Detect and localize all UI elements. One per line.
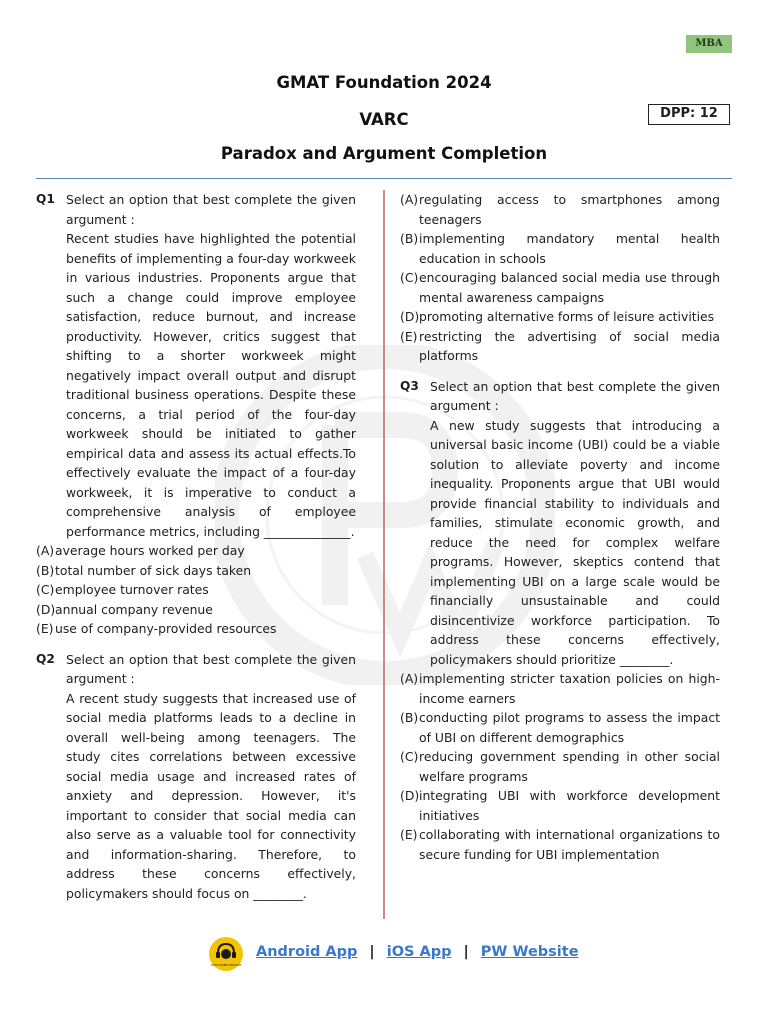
dpp-box: DPP: 12	[648, 104, 730, 125]
option-label: (A)	[400, 192, 419, 207]
question-q2	[36, 650, 356, 904]
ios-app-link[interactable]: iOS App	[386, 944, 452, 960]
option-text: total number of sick days taken	[55, 562, 252, 578]
question-prompt: Select an option that best complete the given argument :	[66, 192, 356, 227]
option-text: use of company-provided resources	[55, 621, 277, 636]
option-label: (D)	[400, 788, 420, 803]
option-text: employee turnover rates	[55, 582, 209, 597]
option-text: annual company revenue	[55, 601, 213, 617]
header-divider	[36, 178, 732, 179]
question-passage: A recent study suggests that increased use of social media platforms leads to a decline in overall well-being among teenagers. The study cites correlations between excessive social media usage and increased rates of anxiety and depression. However, it's important to consider that social media can also serve as a valuable tool for connectivity and information-sharing. Therefore, to address these concerns effectively, policymakers should focus on ________.	[66, 690, 356, 901]
option-c[interactable]	[36, 580, 356, 600]
option-text: average hours worked per day	[55, 543, 245, 558]
question-prompt: Select an option that best complete the given argument :	[66, 651, 356, 686]
option-c[interactable]	[400, 268, 720, 307]
option-label: (B)	[400, 710, 419, 725]
option-text: implementing mandatory mental health education in schools	[419, 231, 720, 266]
option-label: (E)	[400, 328, 418, 344]
option-text: promoting alternative forms of leisure activities	[419, 309, 715, 324]
option-label: (C)	[400, 749, 419, 764]
option-text: implementing stricter taxation policies on high-income earners	[419, 671, 720, 706]
option-b[interactable]	[400, 708, 720, 747]
option-e[interactable]	[400, 825, 720, 864]
option-label: (C)	[400, 270, 419, 285]
question-passage: Recent studies have highlighted the potential benefits of implementing a four-day workweek in various industries. Proponents argue that such a change could improve employee satisfaction, reduce burnout, and increase productivity. However, critics suggest that shifting to a shorter workweek might negatively impact overall output and disrupt traditional business operations. Despite these concerns, a trial period of the four-day workweek should be initiated to gather empirical data and assess its actual effects.To effectively evaluate the impact of a four-day workweek, it is imperative to conduct a comprehensive analysis of employee performance metrics, including ______________.	[66, 231, 356, 539]
question-number: Q3	[400, 378, 419, 393]
option-text: integrating UBI with workforce development initiatives	[419, 788, 720, 823]
subject-heading: VARC	[359, 110, 409, 129]
option-text: encouraging balanced social media use through mental awareness campaigns	[419, 270, 720, 305]
question-q3	[400, 377, 720, 670]
option-label: (B)	[36, 562, 55, 578]
option-label: (D)	[36, 601, 56, 617]
separator: |	[463, 944, 469, 960]
question-number: Q1	[36, 192, 55, 206]
option-label: (D)	[400, 309, 420, 324]
option-a[interactable]	[36, 541, 356, 561]
option-text: restricting the advertising of social media platforms	[419, 328, 720, 363]
pw-website-link[interactable]: PW Website	[480, 944, 579, 960]
mba-badge: MBA	[686, 35, 732, 53]
option-label: (E)	[400, 827, 418, 842]
option-text: reducing government spending in other social welfare programs	[419, 749, 720, 784]
option-b[interactable]	[400, 229, 720, 268]
option-c[interactable]	[400, 747, 720, 786]
android-app-link[interactable]: Android App	[256, 944, 358, 960]
option-e[interactable]	[400, 327, 720, 366]
option-label: (E)	[36, 621, 54, 636]
right-column	[400, 190, 720, 864]
question-prompt: Select an option that best complete the given argument :	[430, 378, 720, 413]
question-number: Q2	[36, 651, 55, 666]
option-text: conducting pilot programs to assess the impact of UBI on different demographics	[419, 710, 720, 745]
option-b[interactable]	[36, 561, 356, 581]
option-e[interactable]	[36, 619, 356, 639]
page-title: GMAT Foundation 2024	[276, 73, 492, 92]
option-d[interactable]	[400, 786, 720, 825]
left-column	[36, 190, 356, 903]
separator: |	[369, 944, 375, 960]
icon-caption: CUSTOMER SERVICE	[210, 963, 242, 967]
option-label: (C)	[36, 582, 55, 597]
customer-service-icon	[208, 936, 244, 972]
footer-bar	[0, 936, 768, 972]
topic-heading: Paradox and Argument Completion	[220, 144, 548, 163]
option-label: (B)	[400, 231, 419, 246]
option-text: regulating access to smartphones among teenagers	[419, 192, 720, 227]
option-d[interactable]	[400, 307, 720, 327]
column-divider	[383, 190, 385, 919]
question-passage: A new study suggests that introducing a universal basic income (UBI) could be a viable solution to alleviate poverty and income inequality. Proponents argue that UBI would provide financial stability to individuals and families, stimulate economic growth, and reduce the need for complex welfare programs. However, skeptics contend that implementing UBI on a large scale would be financially unsustainable and could disincentivize workforce participation. To address these concerns effectively, policymakers should prioritize ________.	[430, 417, 720, 667]
option-text: collaborating with international organizations to secure funding for UBI implementation	[419, 827, 720, 862]
option-label: (A)	[36, 543, 55, 558]
option-d[interactable]	[36, 600, 356, 620]
option-label: (A)	[400, 671, 419, 686]
option-a[interactable]	[400, 190, 720, 229]
option-a[interactable]	[400, 669, 720, 708]
question-q1	[36, 190, 356, 541]
